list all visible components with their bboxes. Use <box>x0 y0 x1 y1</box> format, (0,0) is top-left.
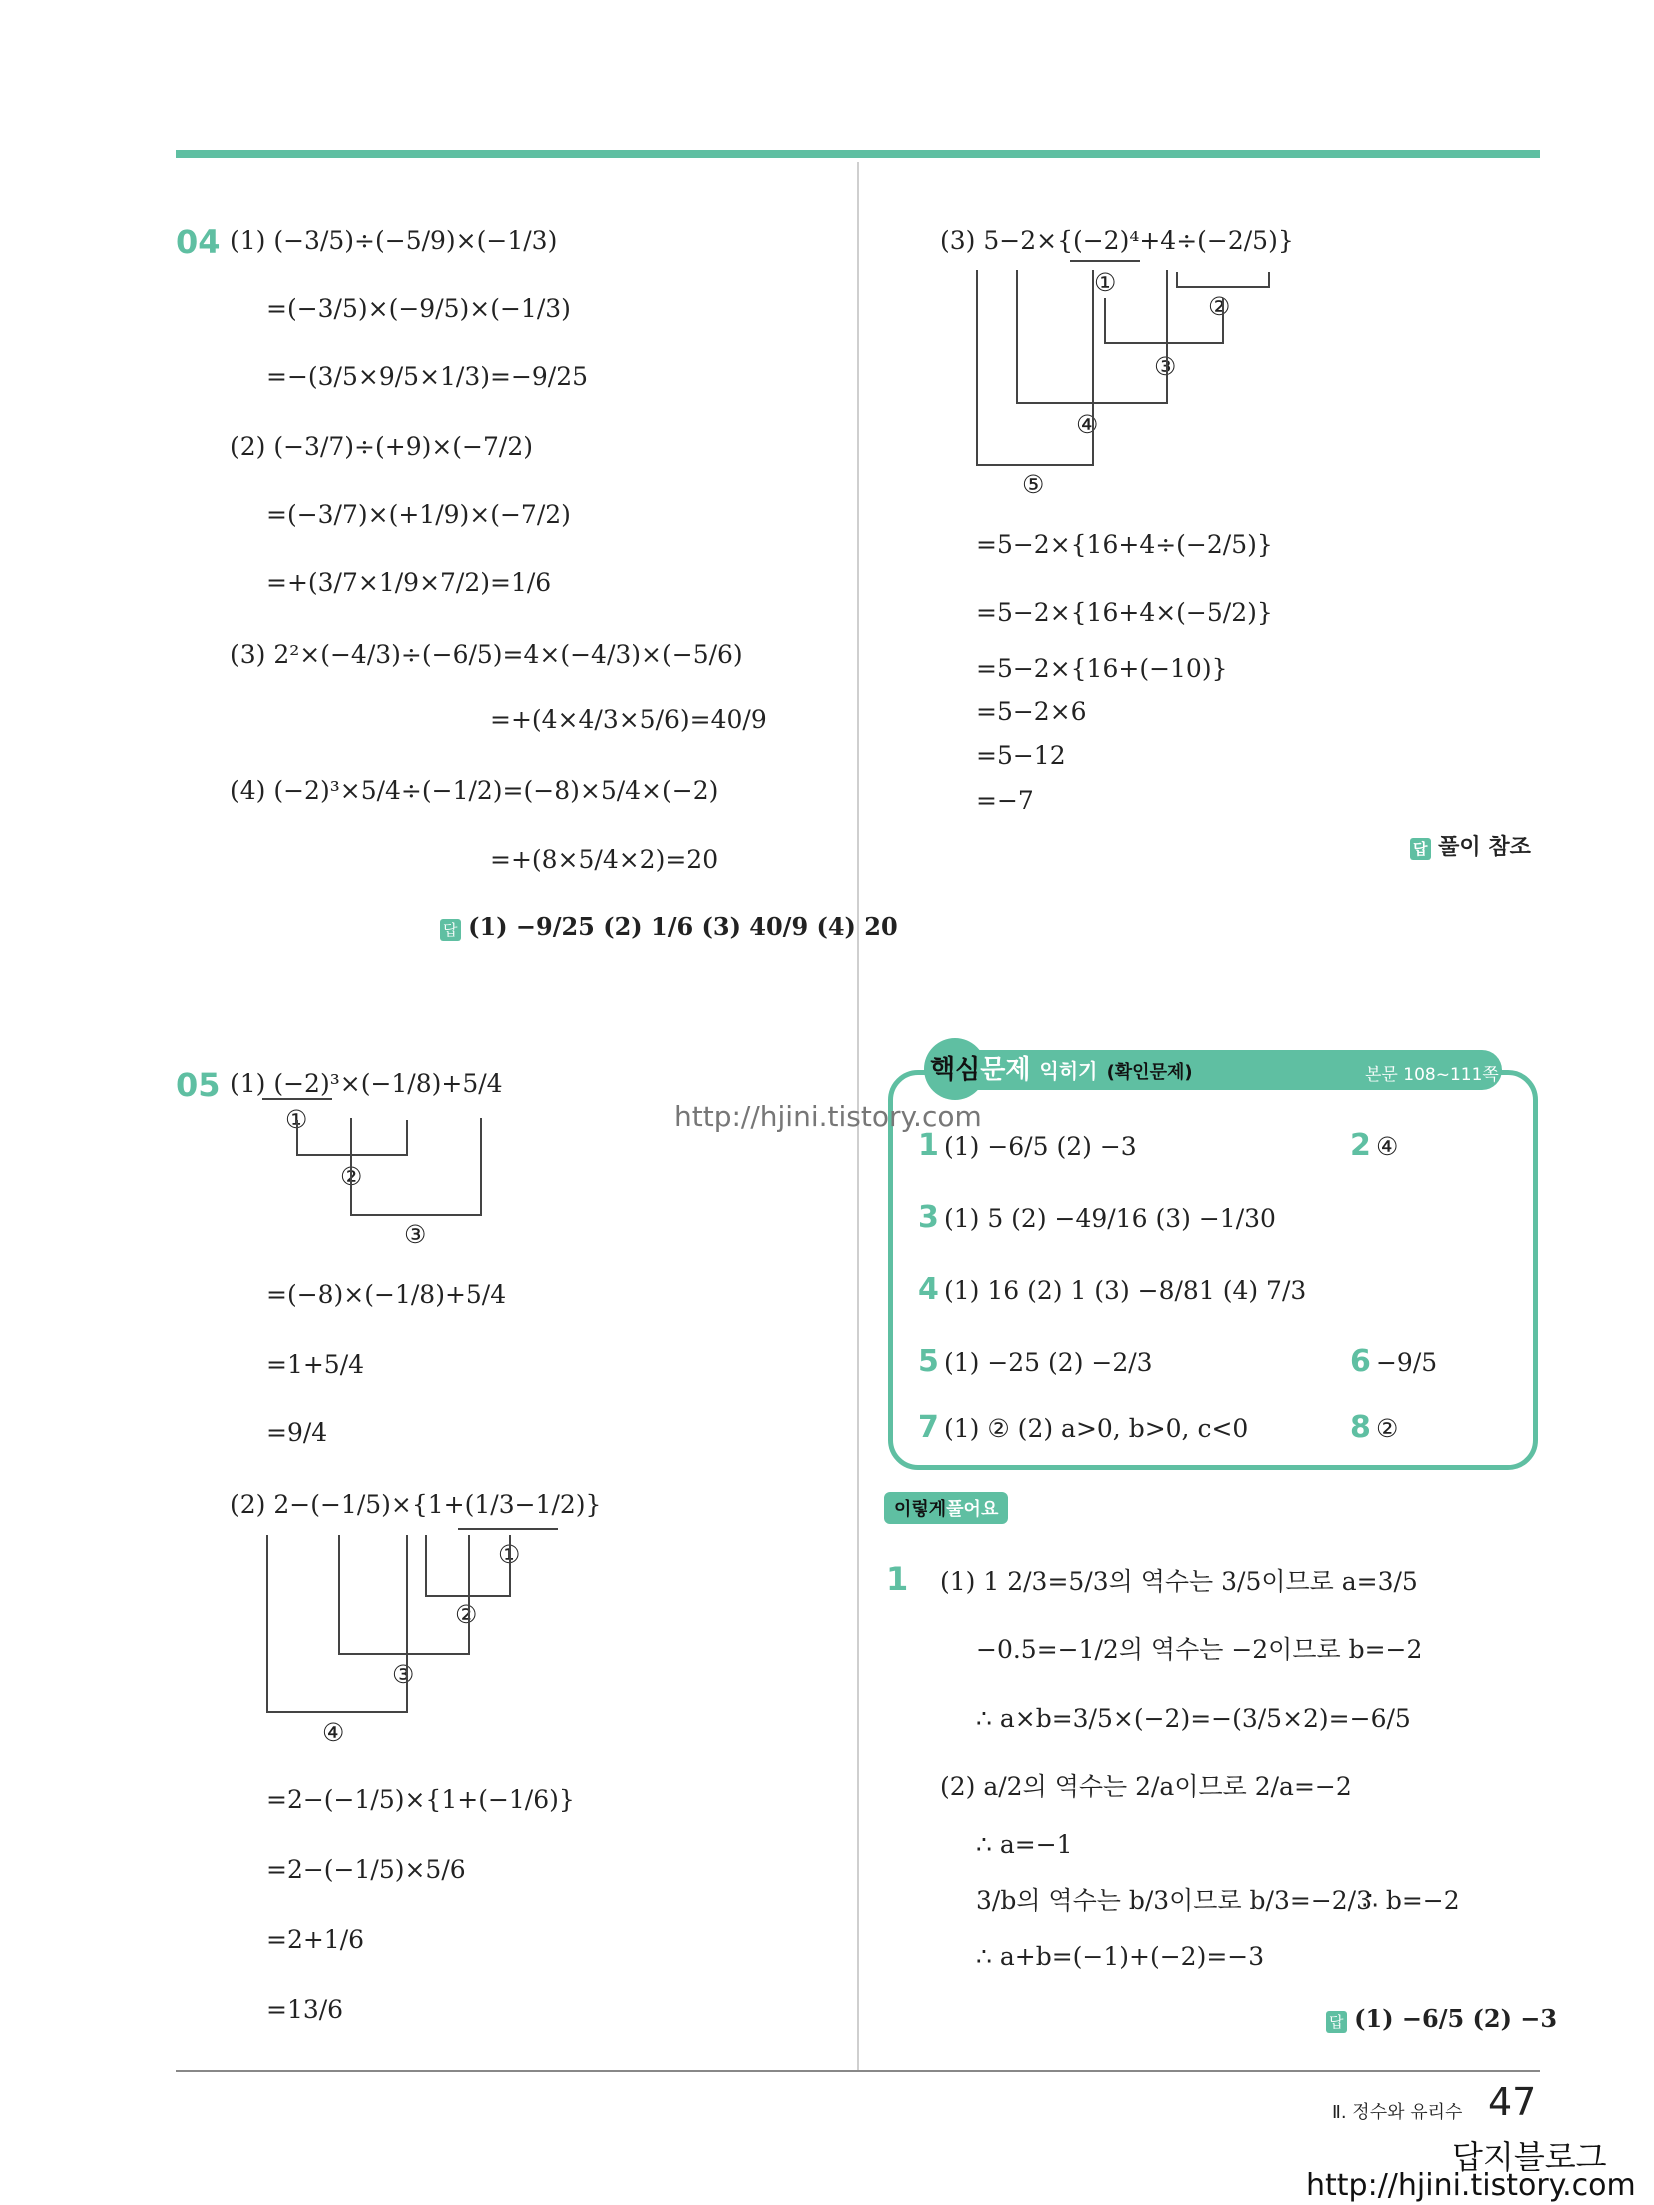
core-row-2-text: (1) 5 (2) −49/16 (3) −1/30 <box>943 1204 1276 1233</box>
p04c-answer <box>1410 830 1531 861</box>
title-confirm: (확인문제) <box>1106 1062 1193 1083</box>
p05-2-circle-1: ① <box>498 1540 521 1569</box>
p05-1-circle-2: ② <box>340 1162 363 1191</box>
title-core: 핵심 <box>930 1055 981 1085</box>
core-row-5b-number: 8 <box>1350 1410 1371 1445</box>
solve-line-3: ∴ a×b=3/5×(−2)=−(3/5×2)=−6/5 <box>976 1704 1411 1733</box>
core-row-5 <box>918 1410 1248 1445</box>
p05-2-bracket-1 <box>458 1528 558 1530</box>
p04-1-line3: =−(3/5×9/5×1/3)=−9/25 <box>266 362 589 391</box>
p05-2-circle-4: ④ <box>322 1718 345 1747</box>
p04c-bracket-2 <box>1176 272 1270 288</box>
p05-2-line4: =2+1/6 <box>266 1925 365 1954</box>
solve-line-4: (2) a/2의 역수는 2/a이므로 2/a=−2 <box>940 1772 1352 1801</box>
core-row-3-text: (1) 16 (2) 1 (3) −8/81 (4) 7/3 <box>943 1276 1307 1305</box>
bottom-rule <box>176 2070 1540 2072</box>
core-box-title <box>930 1050 1193 1093</box>
p04c-line1: (3) 5−2×{(−2)⁴+4÷(−2/5)} <box>940 226 1294 255</box>
p04-answer-text: (1) −9/25 (2) 1/6 (3) 40/9 (4) 20 <box>468 912 898 941</box>
solve-badge-b: 풀어요 <box>946 1499 999 1520</box>
p04c-answer-text: 풀이 참조 <box>1438 835 1531 860</box>
p05-1-line3: =1+5/4 <box>266 1350 365 1379</box>
p04c-circle-5: ⑤ <box>1022 470 1045 499</box>
core-row-3-number: 4 <box>918 1272 939 1307</box>
solve-line-7: ∴ b=−2 <box>1362 1886 1460 1915</box>
solve-badge <box>884 1492 1008 1524</box>
watermark-center: http://hjini.tistory.com <box>674 1100 982 1133</box>
core-row-2 <box>918 1200 1276 1235</box>
p04c-circle-4: ④ <box>1076 410 1099 439</box>
watermark-brand: 답지블로그 <box>1452 2138 1607 2176</box>
core-row-4b <box>1350 1344 1437 1379</box>
core-row-3 <box>918 1272 1306 1307</box>
title-problem: 문제 <box>980 1055 1031 1085</box>
p04c-circle-3: ③ <box>1154 352 1177 381</box>
core-row-1-number: 1 <box>918 1128 939 1163</box>
core-row-4-text: (1) −25 (2) −2/3 <box>943 1348 1153 1377</box>
solve-line-8: ∴ a+b=(−1)+(−2)=−3 <box>976 1942 1265 1971</box>
core-row-4b-text: −9/5 <box>1375 1348 1438 1377</box>
core-row-4b-number: 6 <box>1350 1344 1371 1379</box>
core-row-4 <box>918 1344 1153 1379</box>
p04-2-line3: =+(3/7×1/9×7/2)=1/6 <box>266 568 552 597</box>
core-row-1-text: (1) −6/5 (2) −3 <box>943 1132 1137 1161</box>
core-row-5b-text: ② <box>1375 1414 1399 1443</box>
p04c-line2: =5−2×{16+4÷(−2/5)} <box>976 530 1273 559</box>
chapter-label: Ⅱ. 정수와 유리수 <box>1332 2102 1463 2123</box>
p05-2-line1: (2) 2−(−1/5)×{1+(1/3−1/2)} <box>230 1490 602 1519</box>
p04c-line7: =−7 <box>976 786 1034 815</box>
p05-1-circle-3: ③ <box>404 1220 427 1249</box>
answer-icon: 답 <box>440 919 461 941</box>
solve-badge-a: 이렇게 <box>894 1499 947 1520</box>
core-row-1b-number: 2 <box>1350 1128 1371 1163</box>
title-practice: 익히기 <box>1039 1059 1098 1083</box>
p04c-circle-2: ② <box>1208 292 1231 321</box>
answer-icon: 답 <box>1326 2011 1347 2033</box>
p04c-line3: =5−2×{16+4×(−5/2)} <box>976 598 1273 627</box>
core-row-5b <box>1350 1410 1398 1445</box>
solve-line-5: ∴ a=−1 <box>976 1830 1073 1859</box>
solve-answer-text: (1) −6/5 (2) −3 <box>1354 2004 1558 2033</box>
top-bar <box>176 150 1540 158</box>
p04-1-line1: (1) (−3/5)÷(−5/9)×(−1/3) <box>230 226 558 255</box>
p04-answer <box>440 912 898 941</box>
p05-2-circle-2: ② <box>455 1600 478 1629</box>
p05-2-line5: =13/6 <box>266 1995 344 2024</box>
problem-04-number: 04 <box>176 223 221 261</box>
core-row-1b <box>1350 1128 1398 1163</box>
solve-number: 1 <box>886 1560 909 1598</box>
p04-4-line1: (4) (−2)³×5/4÷(−1/2)=(−8)×5/4×(−2) <box>230 776 719 805</box>
p04-3-line1: (3) 2²×(−4/3)÷(−6/5)=4×(−4/3)×(−5/6) <box>230 640 743 669</box>
solve-answer <box>1326 2004 1557 2033</box>
p05-1-circle-1: ① <box>285 1105 308 1134</box>
p04c-bracket-1 <box>1070 260 1140 262</box>
p05-2-line2: =2−(−1/5)×{1+(−1/6)} <box>266 1785 575 1814</box>
core-row-1 <box>918 1128 1137 1163</box>
answer-icon: 답 <box>1410 838 1431 860</box>
p04-4-line2: =+(8×5/4×2)=20 <box>490 845 719 874</box>
page-number: 47 <box>1488 2080 1537 2124</box>
p04c-circle-1: ① <box>1094 268 1117 297</box>
core-row-2-number: 3 <box>918 1200 939 1235</box>
p05-1-line2: =(−8)×(−1/8)+5/4 <box>266 1280 507 1309</box>
core-row-1b-text: ④ <box>1375 1132 1399 1161</box>
watermark-url: http://hjini.tistory.com <box>1306 2168 1636 2203</box>
p04c-bracket-5 <box>976 270 1094 466</box>
p04-1-line2: =(−3/5)×(−9/5)×(−1/3) <box>266 294 571 323</box>
p04-3-line2: =+(4×4/3×5/6)=40/9 <box>490 705 767 734</box>
p04c-line6: =5−12 <box>976 741 1066 770</box>
p04c-line4: =5−2×{16+(−10)} <box>976 654 1228 683</box>
p04c-line5: =5−2×6 <box>976 697 1087 726</box>
p05-2-circle-3: ③ <box>392 1660 415 1689</box>
solve-line-2: −0.5=−1/2의 역수는 −2이므로 b=−2 <box>976 1635 1423 1664</box>
p05-1-line1: (1) (−2)³×(−1/8)+5/4 <box>230 1069 503 1098</box>
p05-1-bracket-1 <box>262 1098 332 1100</box>
core-box-ref: 본문 108~111쪽 <box>1365 1065 1499 1085</box>
solve-line-6: 3/b의 역수는 b/3이므로 b/3=−2/3 <box>976 1886 1373 1915</box>
p05-2-bracket-4 <box>266 1535 408 1713</box>
core-row-5-number: 7 <box>918 1410 939 1445</box>
core-row-4-number: 5 <box>918 1344 939 1379</box>
p05-1-line4: =9/4 <box>266 1418 328 1447</box>
solve-line-1: (1) 1 2/3=5/3의 역수는 3/5이므로 a=3/5 <box>940 1567 1418 1596</box>
p05-1-bracket-3 <box>350 1118 482 1216</box>
core-row-5-text: (1) ② (2) a>0, b>0, c<0 <box>943 1414 1249 1443</box>
p05-2-line3: =2−(−1/5)×5/6 <box>266 1855 466 1884</box>
p04-2-line1: (2) (−3/7)÷(+9)×(−7/2) <box>230 432 533 461</box>
p04-2-line2: =(−3/7)×(+1/9)×(−7/2) <box>266 500 571 529</box>
problem-05-number: 05 <box>176 1066 221 1104</box>
